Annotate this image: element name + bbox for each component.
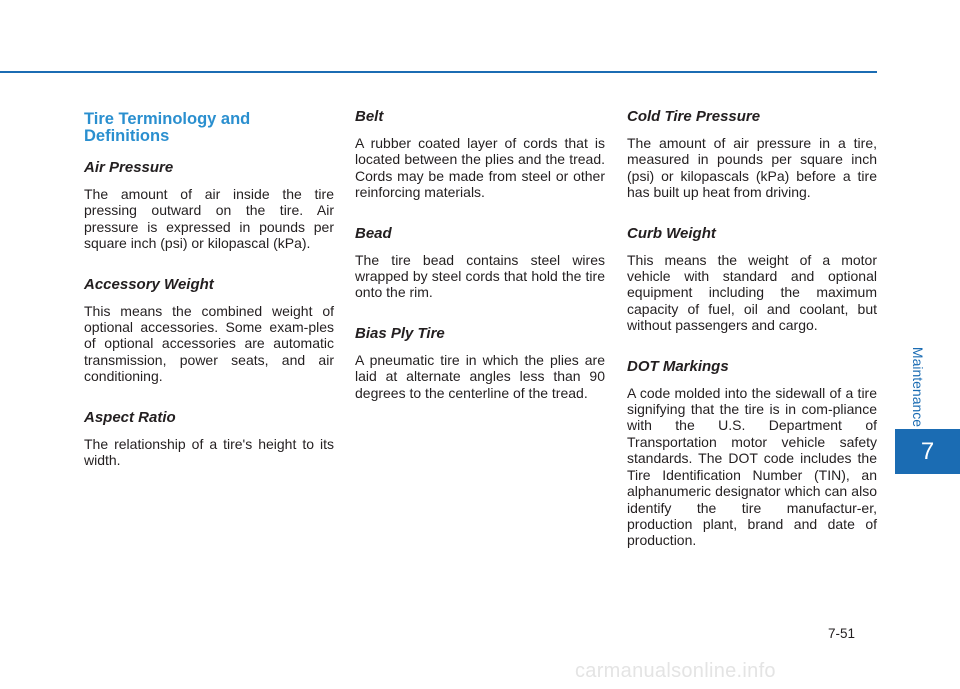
term-definition: The relationship of a tire's height to its width.	[84, 435, 334, 469]
term-heading: Bias Ply Tire	[355, 324, 445, 342]
term-heading: Cold Tire Pressure	[627, 108, 761, 125]
term-heading: Belt	[355, 108, 384, 125]
page-number: 7-51	[828, 626, 856, 641]
term-definition: A pneumatic tire in which the plies are laid at alternate angles less than 90 degrees to the centerline of the tread.	[355, 351, 605, 401]
header-rule	[0, 71, 877, 73]
term-definition: This means the weight of a motor vehicle with standard and optional equipment including the maximum capacity of fuel, oil and coolant, but without passengers and cargo.	[627, 251, 877, 334]
term-heading: DOT Markings	[627, 357, 729, 375]
term-definition: The tire bead contains steel wires wrapped by steel cords that hold the tire onto the rim.	[355, 251, 605, 301]
term-heading: Aspect Ratio	[84, 408, 176, 426]
term-heading: Accessory Weight	[84, 275, 214, 293]
section-title: Tire Terminology and Definitions	[84, 110, 251, 145]
term-definition: This means the combined weight of optional accessories. Some exam-ples of optional accessories are automatic transmission, power seats, and air conditioning.	[84, 302, 334, 385]
term-definition: The amount of air inside the tire pressing outward on the tire. Air pressure is expressed in pounds per square inch (psi) or kilopascal (kPa).	[84, 186, 334, 252]
chapter-tab: 7	[895, 429, 960, 474]
section-side-label-text: Maintenance	[910, 346, 926, 428]
watermark: carmanualsonline.info	[575, 660, 776, 682]
column-1	[84, 108, 334, 468]
section-side-label	[898, 342, 938, 432]
column-3	[627, 108, 877, 549]
term-heading: Bead	[355, 224, 392, 242]
term-definition: The amount of air pressure in a tire, measured in pounds per square inch (psi) or kilopascals (kPa) before a tire has built up heat from driving.	[627, 135, 877, 201]
term-definition: A rubber coated layer of cords that is located between the plies and the tread. Cords may be made from steel or other reinforcing materials.	[355, 135, 605, 201]
term-heading: Curb Weight	[627, 224, 716, 242]
term-definition: A code molded into the sidewall of a tire signifying that the tire is in com-pliance with the U.S. Department of Transportation motor vehicle safety standards. The DOT code includes the Tire Identification Number (TIN), an alphanumeric designator which can also identify the tire manufactur-er, production plant, brand and date of production.	[627, 384, 877, 549]
term-heading: Air Pressure	[84, 159, 174, 176]
column-2	[355, 108, 605, 401]
